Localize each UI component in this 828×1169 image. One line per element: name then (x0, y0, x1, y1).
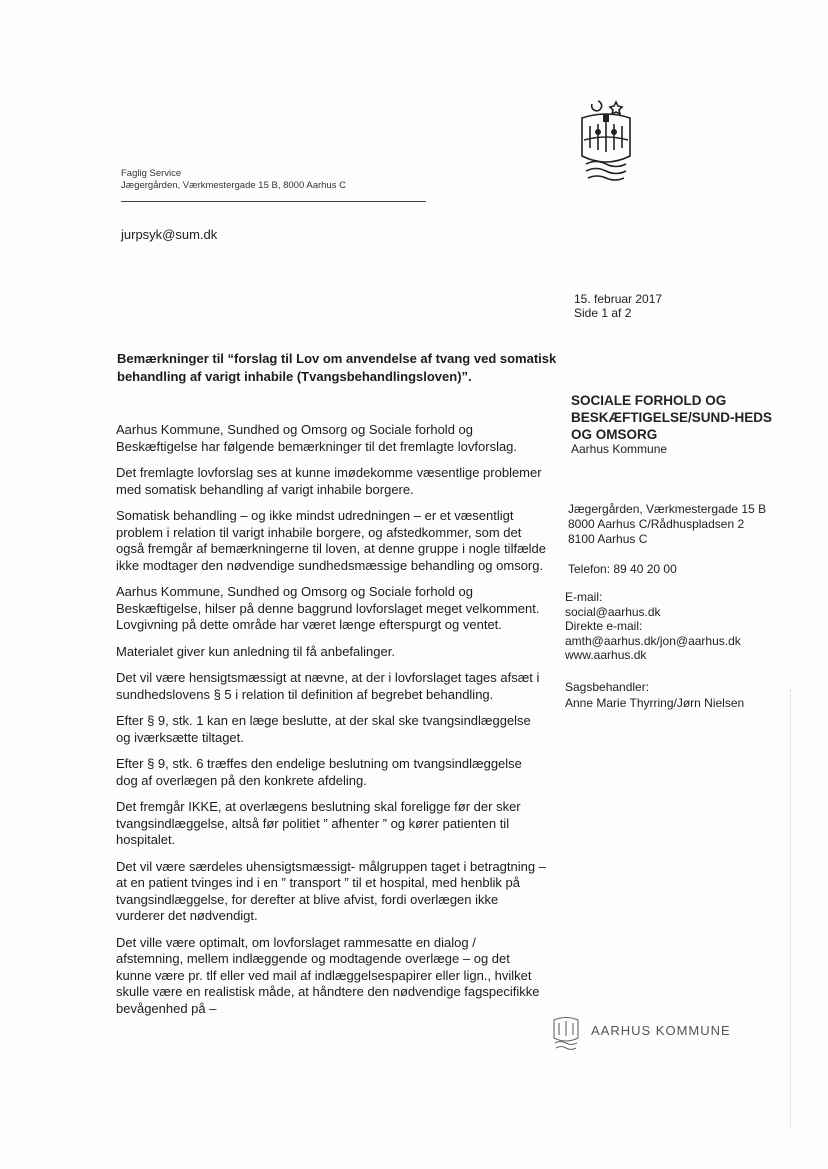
case-officer-name: Anne Marie Thyrring/Jørn Nielsen (565, 696, 745, 710)
date-block (574, 292, 662, 320)
website: www.aarhus.dk (565, 648, 647, 662)
email-label: E-mail: (565, 590, 603, 604)
body-paragraph: Efter § 9, stk. 1 kan en læge beslutte, at der skal ske tvangsindlæggelse og iværksætte tiltaget. (116, 713, 531, 745)
sender-address: Jægergården, Værkmestergade 15 B, 8000 Aarhus C (121, 180, 346, 191)
sender-unit: Faglig Service (121, 168, 182, 179)
body-paragraph: Aarhus Kommune, Sundhed og Omsorg og Sociale forhold og Beskæftigelse, hilser på denne baggrund lovforslaget meget velkomment. Lovgivning på dette område har været længe efterspurgt og ventet. (116, 584, 540, 632)
department-heading: SOCIALE FORHOLD OG BESKÆFTIGELSE/SUND-HEDS OG OMSORG (571, 393, 773, 442)
sender-block (121, 168, 346, 192)
scan-artifact-line (790, 690, 791, 1130)
direct-email-label: Direkte e-mail: (565, 619, 643, 633)
contact-block (565, 590, 765, 663)
department-address: Jægergården, Værkmestergade 15 B 8000 Aarhus C/Rådhuspladsen 2 8100 Aarhus C (568, 502, 767, 546)
body-paragraph: Somatisk behandling – og ikke mindst udredningen – er et væsentligt problem i relation til varigt inhabile borgere, og afstedkommer, som det også fremgår af bemærkningerne til loven, at denne gruppe i nogle tilfælde ikke modtager den nødvendige sundhedsmæssige behandling og omsorg. (116, 508, 546, 573)
email-address: social@aarhus.dk (565, 604, 661, 619)
page-number: Side 1 af 2 (574, 306, 632, 320)
letter-subject: Bemærkninger til “forslag til Lov om anvendelse af tvang ved somatisk behandling af varigt inhabile (Tvangsbehandlingsloven)”. (117, 351, 557, 384)
recipient-email: jurpsyk@sum.dk (121, 227, 218, 242)
case-officer-label: Sagsbehandler: (565, 680, 650, 694)
body-paragraph: Det fremlagte lovforslag ses at kunne imødekomme væsentlige problemer med somatisk behandling af varigt inhabile borgere. (116, 465, 542, 497)
letter-body (116, 422, 546, 1027)
body-paragraph: Materialet giver kun anledning til få anbefalinger. (116, 643, 395, 659)
body-paragraph: Aarhus Kommune, Sundhed og Omsorg og Sociale forhold og Beskæftigelse har følgende bemærkninger til det fremlagte lovforslag. (116, 422, 518, 454)
body-paragraph: Efter § 9, stk. 6 træffes den endelige beslutning om tvangsindlæggelse dog af overlægen på den konkrete afdeling. (116, 756, 522, 788)
footer-seal-icon (551, 1012, 581, 1057)
footer-brand: AARHUS KOMMUNE (591, 1023, 731, 1038)
letter-date: 15. februar 2017 (574, 292, 663, 306)
body-paragraph: Det vil være hensigtsmæssigt at nævne, at der i lovforslaget tages afsæt i sundhedslovens § 5 i relation til definition af begrebet behandling. (116, 670, 540, 702)
body-paragraph: Det fremgår IKKE, at overlægens beslutning skal foreligge før der sker tvangsindlæggelse, altså før politiet ” afhenter ” og kører patienten til hospitalet. (116, 799, 521, 847)
sender-divider (121, 201, 426, 202)
aarhus-coat-of-arms-icon (578, 96, 634, 193)
direct-email-address: amth@aarhus.dk/jon@aarhus.dk (565, 633, 741, 648)
body-paragraph: Det ville være optimalt, om lovforslaget rammesatte en dialog / afstemning, mellem indlæggende og modtagende overlæge – og det kunne være pr. tlf eller ved mail af indlæggelsespapirer eller lign., hvilket skulle være en realistisk måde, at håndtere den nødvendige fagspecifikke bevågenhed på – (116, 934, 540, 1016)
municipality-name: Aarhus Kommune (571, 442, 668, 456)
body-paragraph: Det vil være særdeles uhensigtsmæssigt- målgruppen taget i betragtning – at en patient tvinges ind i en ” transport ” til et hospital, med henblik på tvangsindlæggelse, for derefter at blive afvist, fordi overlægen ikke vurderer det nødvendigt. (116, 858, 546, 923)
department-phone: Telefon: 89 40 20 00 (568, 562, 677, 576)
